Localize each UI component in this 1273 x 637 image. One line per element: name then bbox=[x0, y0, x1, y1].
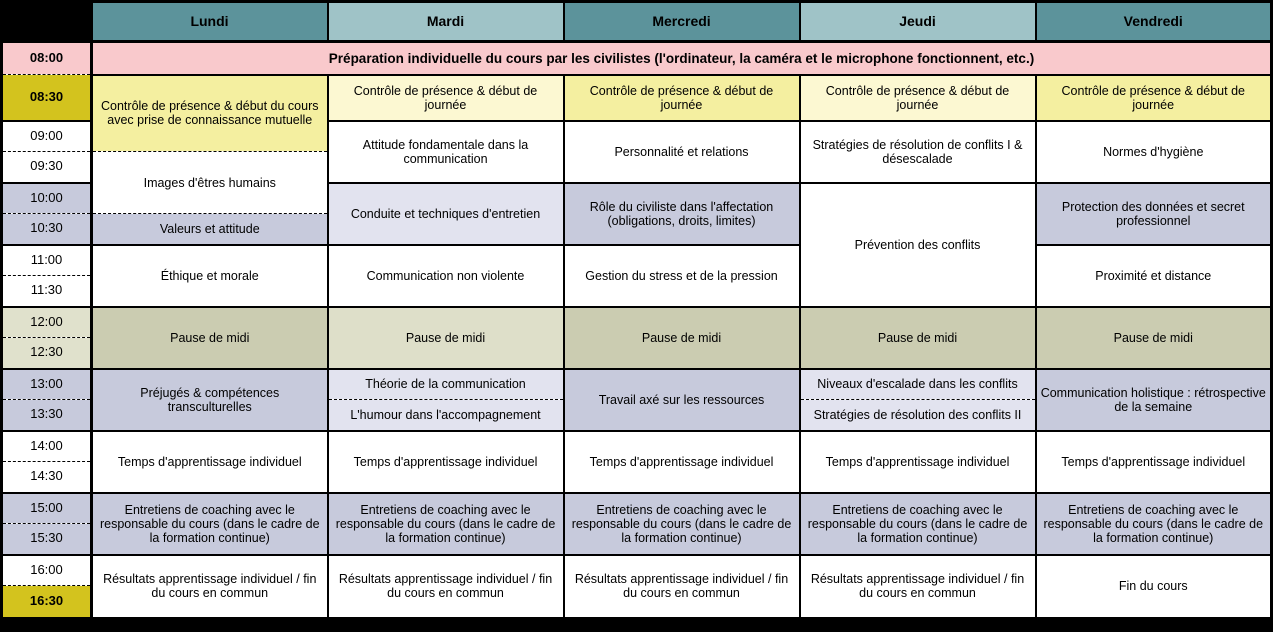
event-lundi-16-00: Résultats apprentissage individuel / fin du cours en commun bbox=[92, 555, 328, 617]
time-cell-13-30: 13:30 bbox=[2, 400, 92, 431]
event-mardi-13-30: L'humour dans l'accompagnement bbox=[328, 400, 564, 431]
event-mardi-08-30: Contrôle de présence & début de journée bbox=[328, 75, 564, 121]
event-vendredi-11-00: Proximité et distance bbox=[1036, 245, 1272, 307]
time-cell-14-00: 14:00 bbox=[2, 431, 92, 462]
event-jeudi-09-00: Stratégies de résolution de conflits I & désescalade bbox=[800, 121, 1036, 183]
event-mardi-09-00: Attitude fondamentale dans la communication bbox=[328, 121, 564, 183]
event-mercredi-13-00: Travail axé sur les ressources bbox=[564, 369, 800, 431]
event-lundi-14-00: Temps d'apprentissage individuel bbox=[92, 431, 328, 493]
event-jeudi-12-00: Pause de midi bbox=[800, 307, 1036, 369]
time-cell-09-30: 09:30 bbox=[2, 152, 92, 183]
event-mardi-11-00: Communication non violente bbox=[328, 245, 564, 307]
time-cell-09-00: 09:00 bbox=[2, 121, 92, 152]
event-jeudi-08-30: Contrôle de présence & début de journée bbox=[800, 75, 1036, 121]
event-vendredi-13-00: Communication holistique : rétrospective de la semaine bbox=[1036, 369, 1272, 431]
time-cell-16-00: 16:00 bbox=[2, 555, 92, 586]
event-vendredi-09-00: Normes d'hygiène bbox=[1036, 121, 1272, 183]
day-header-lundi: Lundi bbox=[92, 2, 328, 42]
event-lundi-08-30: Contrôle de présence & début du cours avec prise de connaissance mutuelle bbox=[92, 75, 328, 152]
event-jeudi-10-00: Prévention des conflits bbox=[800, 183, 1036, 307]
day-header-mardi: Mardi bbox=[328, 2, 564, 42]
event-mercredi-15-00: Entretiens de coaching avec le responsable du cours (dans le cadre de la formation continue) bbox=[564, 493, 800, 555]
event-lundi-12-00: Pause de midi bbox=[92, 307, 328, 369]
time-cell-12-00: 12:00 bbox=[2, 307, 92, 338]
event-mardi-16-00: Résultats apprentissage individuel / fin du cours en commun bbox=[328, 555, 564, 617]
event-vendredi-12-00: Pause de midi bbox=[1036, 307, 1272, 369]
event-mardi-13-00: Théorie de la communication bbox=[328, 369, 564, 400]
event-lundi-15-00: Entretiens de coaching avec le responsable du cours (dans le cadre de la formation continue) bbox=[92, 493, 328, 555]
time-cell-11-00: 11:00 bbox=[2, 245, 92, 276]
event-lundi-11-00: Éthique et morale bbox=[92, 245, 328, 307]
event-mercredi-16-00: Résultats apprentissage individuel / fin du cours en commun bbox=[564, 555, 800, 617]
event-lundi-10-30: Valeurs et attitude bbox=[92, 214, 328, 245]
time-cell-15-00: 15:00 bbox=[2, 493, 92, 524]
event-mardi-14-00: Temps d'apprentissage individuel bbox=[328, 431, 564, 493]
event-mercredi-14-00: Temps d'apprentissage individuel bbox=[564, 431, 800, 493]
day-header-jeudi: Jeudi bbox=[800, 2, 1036, 42]
footer-bar bbox=[2, 617, 92, 631]
event-jeudi-13-30: Stratégies de résolution des conflits II bbox=[800, 400, 1036, 431]
footer-bar bbox=[92, 617, 328, 631]
event-jeudi-14-00: Temps d'apprentissage individuel bbox=[800, 431, 1036, 493]
time-cell-11-30: 11:30 bbox=[2, 276, 92, 307]
day-header-mercredi: Mercredi bbox=[564, 2, 800, 42]
event-mercredi-10-00: Rôle du civiliste dans l'affectation (obligations, droits, limites) bbox=[564, 183, 800, 245]
event-vendredi-08-30: Contrôle de présence & début de journée bbox=[1036, 75, 1272, 121]
time-cell-08-00: 08:00 bbox=[2, 42, 92, 75]
event-mercredi-11-00: Gestion du stress et de la pression bbox=[564, 245, 800, 307]
event-vendredi-16-00: Fin du cours bbox=[1036, 555, 1272, 617]
day-header-vendredi: Vendredi bbox=[1036, 2, 1272, 42]
corner-cell bbox=[2, 2, 92, 42]
prep-banner: Préparation individuelle du cours par les civilistes (l'ordinateur, la caméra et le microphone fonctionnent, etc.) bbox=[92, 42, 1272, 75]
event-mardi-12-00: Pause de midi bbox=[328, 307, 564, 369]
time-cell-12-30: 12:30 bbox=[2, 338, 92, 369]
event-vendredi-15-00: Entretiens de coaching avec le responsable du cours (dans le cadre de la formation continue) bbox=[1036, 493, 1272, 555]
event-vendredi-14-00: Temps d'apprentissage individuel bbox=[1036, 431, 1272, 493]
event-vendredi-10-00: Protection des données et secret professionnel bbox=[1036, 183, 1272, 245]
event-mardi-15-00: Entretiens de coaching avec le responsable du cours (dans le cadre de la formation continue) bbox=[328, 493, 564, 555]
time-cell-13-00: 13:00 bbox=[2, 369, 92, 400]
time-cell-14-30: 14:30 bbox=[2, 462, 92, 493]
event-mardi-10-00: Conduite et techniques d'entretien bbox=[328, 183, 564, 245]
time-cell-10-00: 10:00 bbox=[2, 183, 92, 214]
footer-bar bbox=[564, 617, 800, 631]
event-jeudi-13-00: Niveaux d'escalade dans les conflits bbox=[800, 369, 1036, 400]
event-mercredi-09-00: Personnalité et relations bbox=[564, 121, 800, 183]
event-lundi-13-00: Préjugés & compétences transculturelles bbox=[92, 369, 328, 431]
event-jeudi-16-00: Résultats apprentissage individuel / fin du cours en commun bbox=[800, 555, 1036, 617]
time-cell-16-30: 16:30 bbox=[2, 586, 92, 617]
footer-bar bbox=[328, 617, 564, 631]
event-jeudi-15-00: Entretiens de coaching avec le responsable du cours (dans le cadre de la formation continue) bbox=[800, 493, 1036, 555]
time-cell-15-30: 15:30 bbox=[2, 524, 92, 555]
event-mercredi-08-30: Contrôle de présence & début de journée bbox=[564, 75, 800, 121]
time-cell-10-30: 10:30 bbox=[2, 214, 92, 245]
event-lundi-09-30: Images d'êtres humains bbox=[92, 152, 328, 214]
event-mercredi-12-00: Pause de midi bbox=[564, 307, 800, 369]
time-cell-08-30: 08:30 bbox=[2, 75, 92, 121]
footer-bar bbox=[1036, 617, 1272, 631]
footer-bar bbox=[800, 617, 1036, 631]
